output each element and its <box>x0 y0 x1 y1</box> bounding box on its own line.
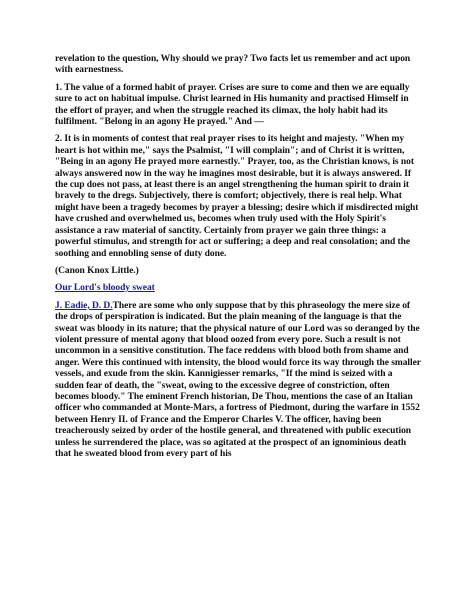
attribution: (Canon Knox Little.) <box>55 265 139 276</box>
document-page <box>55 54 421 466</box>
intro-paragraph: revelation to the question, Why should we pray? Two facts let us remember and act upon with earnestness. <box>55 54 411 76</box>
point-two-paragraph: 2. It is in moments of contest that real prayer rises to its height and majesty. "When my heart is hot within me," says the Psalmist, "I will complain"; and of Christ it is written, "Being in an agony He prayed more earnestly." Prayer, too, as the Christian knows, is not always answered now in the way he imagines most desirable, but it is always answered. If the cup does not pass, at least there is an angel strengthening the human spirit to drain it bravely to the dregs. Subjectively, there is comfort; objectively, there is real help. What might have been a tragedy becomes by prayer a blessing; desire which if misdirected might have crushed and overwhelmed us, becomes when truly used with the Holy Spirit's assistance a raw material of sanctity. Certainly from prayer we gain three things: a powerful stimulus, and strength for act or suffering; a deep and real consolation; and the soothing and ennobling sense of duty done. <box>55 134 419 259</box>
section-title-link[interactable]: Our Lord's bloody sweat <box>55 283 155 294</box>
author-link[interactable]: J. Eadie, D. D. <box>55 300 113 311</box>
body-paragraph <box>55 301 421 461</box>
point-one-paragraph: 1. The value of a formed habit of prayer. Crises are sure to come and then we are equally sure to act on habitual impulse. Christ learned in His humanity and practised Himself in the effort of prayer, and when the struggle reached its climax, the holy habit had its fulfilment. "Belong in an agony He prayed." And — <box>55 82 410 128</box>
body-text: There are some who only suppose that by this phraseology the mere size of the drops of perspiration is indicated. But the plain meaning of the language is that the sweat was bloody in its nature; that the physical nature of our Lord was so deranged by the violent pressure of mental agony that blood oozed from every pore. Such a result is not uncommon in a sensitive constitution. The face reddens with blood both from shame and anger. Were this continued with intensity, the blood would force its way through the smaller vessels, and exude from the skin. Kannigiesser remarks, "If the mind is seized with a sudden fear of death, the "sweat, owing to the excessive degree of constriction, often becomes bloody." The eminent French historian, De Thou, mentions the case of an Italian officer who commanded at Monte-Mars, a fortress of Piedmont, during the warfare in 1552 between Henry II. of France and the Emperor Charles V. The officer, having been treacherously seized by order of the hostile general, and threatened with public execution unless he surrendered the place, was so agitated at the prospect of an ignominious death that he sweated blood from every part of his <box>55 300 421 459</box>
section-heading[interactable] <box>55 283 421 294</box>
